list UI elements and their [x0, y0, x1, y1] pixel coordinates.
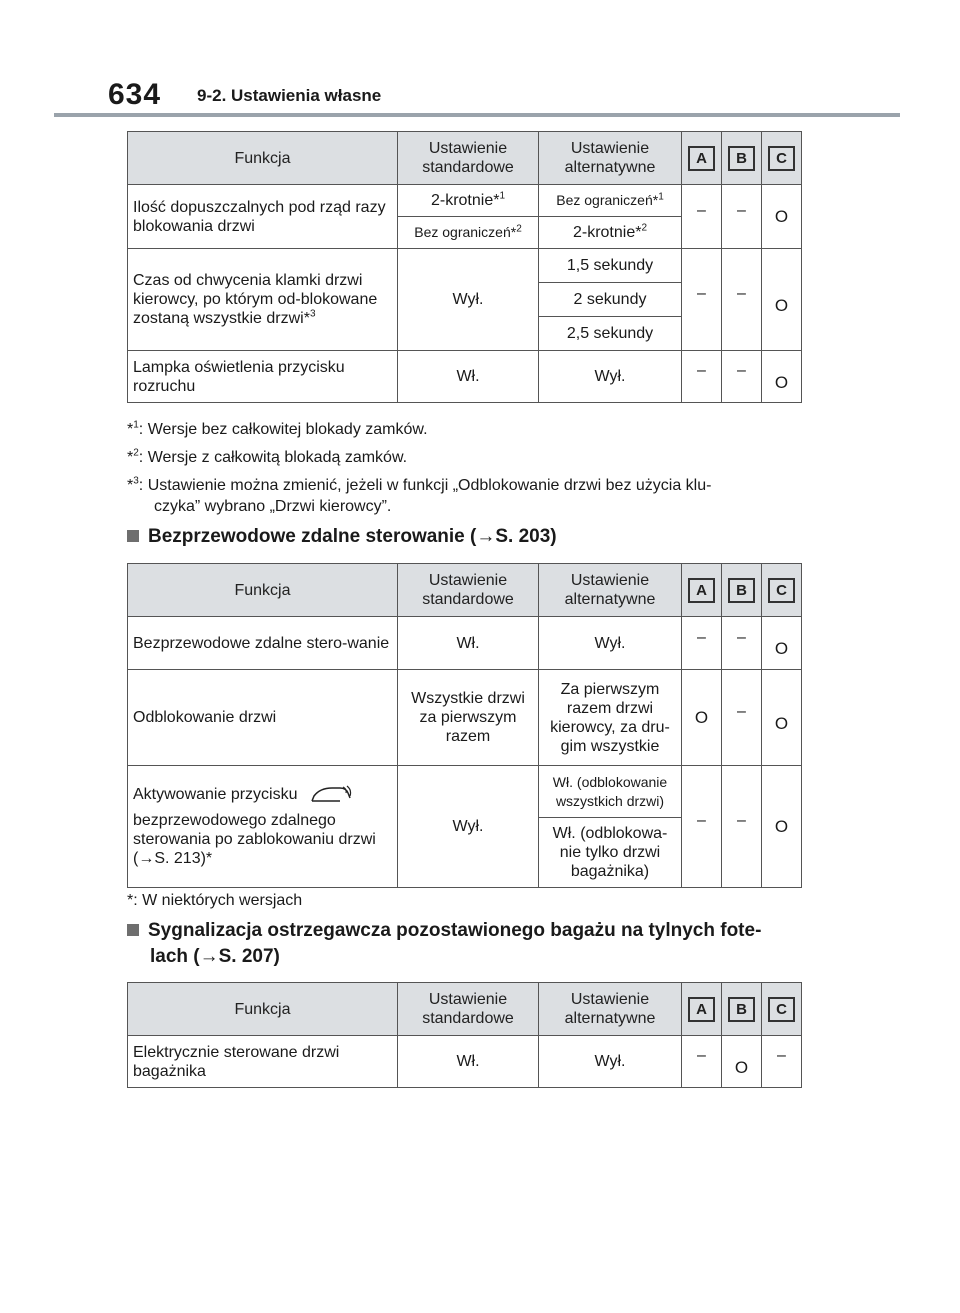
section-title: 9-2. Ustawienia własne [197, 86, 382, 105]
alt-value: Wył. [539, 1036, 682, 1088]
row-label: Bezprzewodowe zdalne stero-wanie [128, 617, 398, 670]
cell-b: O [734, 1057, 749, 1077]
footnote-variants: *: W niektórych wersjach [127, 892, 303, 909]
heading-remote-control: Bezprzewodowe zdalne sterowanie (→S. 203) [127, 524, 557, 550]
badge-c: C [768, 146, 795, 171]
std-value: Wył. [398, 249, 539, 351]
settings-table-tailgate [127, 982, 802, 1088]
bullet-square-icon [127, 530, 139, 542]
header-alternative: Ustawienie alternatywne [539, 983, 682, 1036]
alt-value: Wł. (odblokowa-nie tylko drzwi bagażnika) [539, 818, 682, 888]
header-alternative: Ustawienie alternatywne [539, 564, 682, 617]
cell-b: – [737, 703, 746, 720]
alt-value: 1,5 sekundy [539, 249, 682, 283]
row-label: Czas od chwycenia klamki drzwi kierowcy, po którym od-blokowane zostaną wszystkie drzwi*$^3$ [128, 249, 398, 351]
alt-value: 2,5 sekundy [539, 317, 682, 351]
settings-table-door-lock [127, 131, 802, 403]
badge-b: B [728, 578, 755, 603]
badge-c: C [768, 997, 795, 1022]
cell-a: – [697, 1047, 706, 1064]
badge-b: B [728, 146, 755, 171]
header-c [762, 132, 802, 185]
row-label: Aktywowanie przycisku bezprzewodowego zdalnego sterowania po zablokowaniu drzwi (→S. 213)* [128, 766, 398, 888]
heading-luggage-warning: Sygnalizacja ostrzegawcza pozostawionego bagażu na tylnych fote- [127, 918, 761, 944]
cell-b: – [737, 628, 746, 646]
cell-b: – [737, 362, 746, 379]
std-value: Wł. [398, 617, 539, 670]
badge-c: C [768, 578, 795, 603]
std-value: Wszystkie drzwi za pierwszym razem [398, 670, 539, 766]
cell-b: – [737, 202, 746, 219]
cell-c: O [774, 639, 789, 658]
footnote-3: *$^3$: Ustawienie można zmienić, jeżeli w funkcji „Odblokowanie drzwi bez użycia klu- [127, 475, 712, 494]
cell-b: – [737, 812, 746, 829]
std-value: 2-krotnie*$^1$ [398, 185, 539, 217]
std-value: Wł. [398, 351, 539, 403]
header-standard: Ustawienie standardowe [398, 983, 539, 1036]
remote-key-icon [310, 785, 352, 805]
bullet-square-icon [127, 924, 139, 936]
cell-a: – [697, 285, 706, 302]
cell-a: – [697, 202, 706, 219]
alt-value: 2-krotnie*$^2$ [539, 217, 682, 249]
header-a [682, 132, 722, 185]
badge-a: A [688, 146, 715, 171]
cell-a: – [697, 812, 706, 829]
cell-c: – [777, 1047, 786, 1064]
header-b [722, 132, 762, 185]
heading-luggage-warning-cont: lach (→S. 207) [150, 946, 280, 967]
footnote-3-cont: czyka” wybrano „Drzwi kierowcy”. [154, 498, 392, 515]
badge-b: B [728, 997, 755, 1022]
alt-value: Za pierwszym razem drzwi kierowcy, za dru-gim wszystkie [539, 670, 682, 766]
alt-value: Wł. (odblokowanie wszystkich drzwi) [539, 766, 682, 818]
std-value: Wł. [398, 1036, 539, 1088]
header-rule [54, 113, 900, 117]
cell-a: – [697, 362, 706, 379]
cell-c: O [774, 816, 789, 836]
header-standard: Ustawienie standardowe [398, 132, 539, 185]
alt-value: Wył. [539, 351, 682, 403]
cell-a: O [694, 707, 709, 727]
cell-a: – [697, 628, 706, 646]
row-label: Ilość dopuszczalnych pod rząd razy blokowania drzwi [128, 185, 398, 249]
header-funkcja: Funkcja [128, 132, 398, 185]
page-number: 634 [108, 78, 162, 111]
footnote-2: *$^2$: Wersje z całkowitą blokadą zamków. [127, 447, 408, 466]
cell-c: O [774, 206, 789, 226]
header-funkcja: Funkcja [128, 564, 398, 617]
settings-table-remote [127, 563, 802, 888]
cell-c: O [774, 713, 789, 733]
badge-a: A [688, 997, 715, 1022]
cell-c: O [774, 295, 789, 315]
header-alternative: Ustawienie alternatywne [539, 132, 682, 185]
std-value: Wył. [398, 766, 539, 888]
std-value: Bez ograniczeń*$^2$ [398, 217, 539, 249]
row-label: Elektrycznie sterowane drzwi bagażnika [128, 1036, 398, 1088]
footnote-1: *$^1$: Wersje bez całkowitej blokady zamków. [127, 419, 428, 438]
alt-value: Bez ograniczeń*$^1$ [539, 185, 682, 217]
badge-a: A [688, 578, 715, 603]
alt-value: 2 sekundy [539, 283, 682, 317]
cell-c: O [774, 372, 789, 392]
row-label: Odblokowanie drzwi [128, 670, 398, 766]
row-label: Lampka oświetlenia przycisku rozruchu [128, 351, 398, 403]
header-standard: Ustawienie standardowe [398, 564, 539, 617]
header-funkcja: Funkcja [128, 983, 398, 1036]
cell-b: – [737, 285, 746, 302]
alt-value: Wył. [539, 617, 682, 670]
